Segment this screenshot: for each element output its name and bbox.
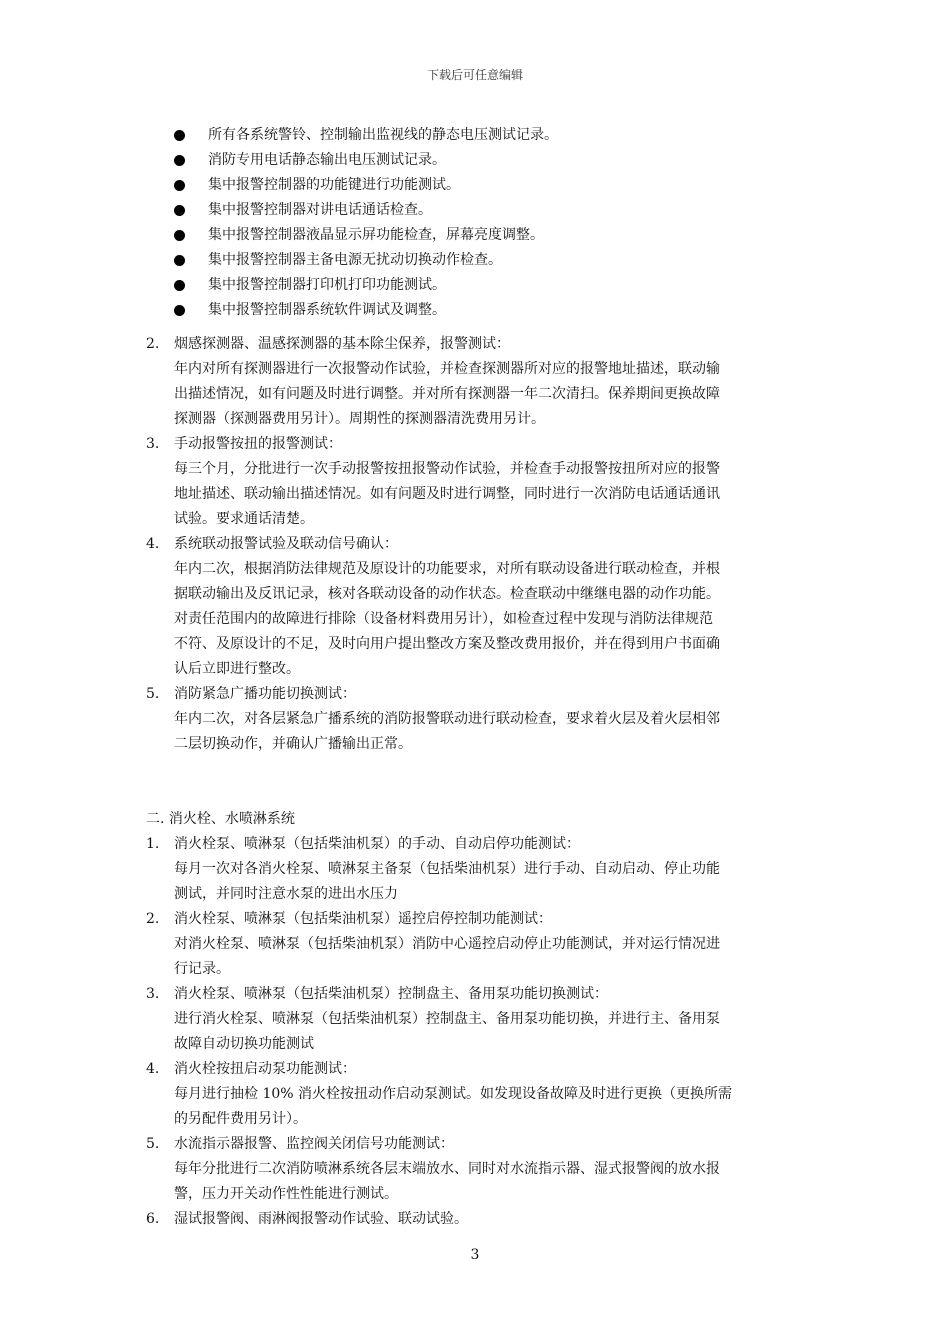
item-body-line: 探测器（探测器费用另计）。周期性的探测器清洗费用另计。 (174, 411, 545, 427)
bullet-dot-icon (174, 255, 185, 266)
bullet-dot-icon (174, 230, 185, 241)
bullet-dot-icon (174, 130, 185, 141)
bullet-text: 集中报警控制器打印机打印功能测试。 (208, 277, 446, 293)
item-body-line: 地址描述、联动输出描述情况。如有问题及时进行调整，同时进行一次消防电话通话通讯 (174, 486, 720, 502)
bullet-dot-icon (174, 305, 185, 316)
item-title: 水流指示器报警、监控阀关闭信号功能测试： (174, 1136, 454, 1152)
bullet-text: 集中报警控制器液晶显示屏功能检查，屏幕亮度调整。 (208, 227, 544, 243)
bullet-text: 所有各系统警铃、控制输出监视线的静态电压测试记录。 (208, 127, 558, 143)
numbered-item (0, 1207, 950, 1232)
item-number: 1. (146, 836, 160, 852)
bullet-item (0, 248, 950, 273)
bullet-text: 集中报警控制器主备电源无扰动切换动作检查。 (208, 252, 502, 268)
section-spacer (0, 757, 950, 807)
item-body-line: 的另配件费用另计）。 (174, 1111, 307, 1127)
item-title: 消火栓按扭启动泵功能测试： (174, 1061, 356, 1077)
bullet-item (0, 198, 950, 223)
numbered-item (0, 1057, 950, 1132)
item-body-line: 测试，并同时注意水泵的进出水压力 (174, 886, 398, 902)
bullet-dot-icon (174, 205, 185, 216)
item-number: 4. (146, 536, 160, 552)
section-2-items (0, 832, 950, 1232)
item-body-line: 每三个月，分批进行一次手动报警按扭报警动作试验，并检查手动报警按扭所对应的报警 (174, 461, 720, 477)
bullet-dot-icon (174, 155, 185, 166)
item-number: 2. (146, 911, 160, 927)
item-title: 系统联动报警试验及联动信号确认： (174, 536, 398, 552)
item-body-line: 年内二次，根据消防法律规范及原设计的功能要求，对所有联动设备进行联动检查，并根 (174, 561, 720, 577)
numbered-item (0, 432, 950, 532)
item-body-line: 每年分批进行二次消防喷淋系统各层末端放水、同时对水流指示器、湿式报警阀的放水报 (174, 1161, 720, 1177)
bullet-item (0, 273, 950, 298)
bullet-item (0, 298, 950, 323)
item-body-line: 对责任范围内的故障进行排除（设备材料费用另计），如检查过程中发现与消防法律规范 (174, 611, 713, 627)
item-body-line: 年内二次，对各层紧急广播系统的消防报警联动进行联动检查，要求着火层及着火层相邻 (174, 711, 720, 727)
bullet-list (0, 123, 950, 323)
numbered-item (0, 982, 950, 1057)
item-title: 消火栓泵、喷淋泵（包括柴油机泵）遥控启停控制功能测试： (174, 911, 552, 927)
item-title: 烟感探测器、温感探测器的基本除尘保养，报警测试： (174, 336, 510, 352)
bullet-item (0, 173, 950, 198)
bullet-text: 集中报警控制器的功能键进行功能测试。 (208, 177, 460, 193)
section-2-heading: 二. 消火栓、水喷淋系统 (146, 811, 295, 827)
bullet-item (0, 123, 950, 148)
item-body-line: 据联动输出及反讯记录，核对各联动设备的动作状态。检查联动中继继电器的动作功能。 (174, 586, 720, 602)
page-header: 下载后可任意编辑 (426, 68, 523, 82)
item-title: 消火栓泵、喷淋泵（包括柴油机泵）的手动、自动启停功能测试： (174, 836, 580, 852)
bullet-dot-icon (174, 180, 185, 191)
numbered-item (0, 907, 950, 982)
numbered-item (0, 532, 950, 682)
item-body-line: 故障自动切换功能测试 (174, 1036, 314, 1052)
item-body-line: 试验。要求通话清楚。 (174, 511, 314, 527)
bullet-dot-icon (174, 280, 185, 291)
item-title: 消防紧急广播功能切换测试： (174, 686, 356, 702)
item-body-line: 不符、及原设计的不足，及时向用户提出整改方案及整改费用报价，并在得到用户书面确 (174, 636, 720, 652)
bullet-item (0, 148, 950, 173)
item-number: 5. (146, 1136, 160, 1152)
item-body-line: 年内对所有探测器进行一次报警动作试验，并检查探测器所对应的报警地址描述，联动输 (174, 361, 720, 377)
item-body-line: 每月进行抽检 10% 消火栓按扭动作启动泵测试。如发现设备故障及时进行更换（更换所需 (174, 1086, 733, 1102)
item-number: 2. (146, 336, 160, 352)
numbered-item (0, 332, 950, 432)
numbered-item (0, 832, 950, 907)
bullet-text: 消防专用电话静态输出电压测试记录。 (208, 152, 446, 168)
item-body-line: 二层切换动作，并确认广播输出正常。 (174, 736, 412, 752)
item-body-line: 每月一次对各消火栓泵、喷淋泵主备泵（包括柴油机泵）进行手动、自动启动、停止功能 (174, 861, 720, 877)
bullet-item (0, 223, 950, 248)
item-number: 3. (146, 436, 160, 452)
item-number: 6. (146, 1211, 160, 1227)
item-title: 手动报警按扭的报警测试： (174, 436, 342, 452)
item-body-line: 对消火栓泵、喷淋泵（包括柴油机泵）消防中心遥控启动停止功能测试，并对运行情况进 (174, 936, 720, 952)
item-body-line: 行记录。 (174, 961, 230, 977)
bullet-text: 集中报警控制器系统软件调试及调整。 (208, 302, 446, 318)
section-1-items (0, 332, 950, 757)
item-body-line: 警，压力开关动作性性能进行测试。 (174, 1186, 398, 1202)
numbered-item (0, 1132, 950, 1207)
item-number: 4. (146, 1061, 160, 1077)
bullet-text: 集中报警控制器对讲电话通话检查。 (208, 202, 432, 218)
item-body-line: 进行消火栓泵、喷淋泵（包括柴油机泵）控制盘主、备用泵功能切换，并进行主、备用泵 (174, 1011, 720, 1027)
item-body-line: 认后立即进行整改。 (174, 661, 300, 677)
item-number: 3. (146, 986, 160, 1002)
item-title: 消火栓泵、喷淋泵（包括柴油机泵）控制盘主、备用泵功能切换测试： (174, 986, 608, 1002)
item-body-line: 出描述情况，如有问题及时进行调整。并对所有探测器一年二次清扫。保养期间更换故障 (174, 386, 720, 402)
document-body (0, 123, 950, 1232)
page-number: 3 (470, 1247, 480, 1263)
item-number: 5. (146, 686, 160, 702)
item-title: 湿试报警阀、雨淋阀报警动作试验、联动试验。 (174, 1211, 468, 1227)
numbered-item (0, 682, 950, 757)
